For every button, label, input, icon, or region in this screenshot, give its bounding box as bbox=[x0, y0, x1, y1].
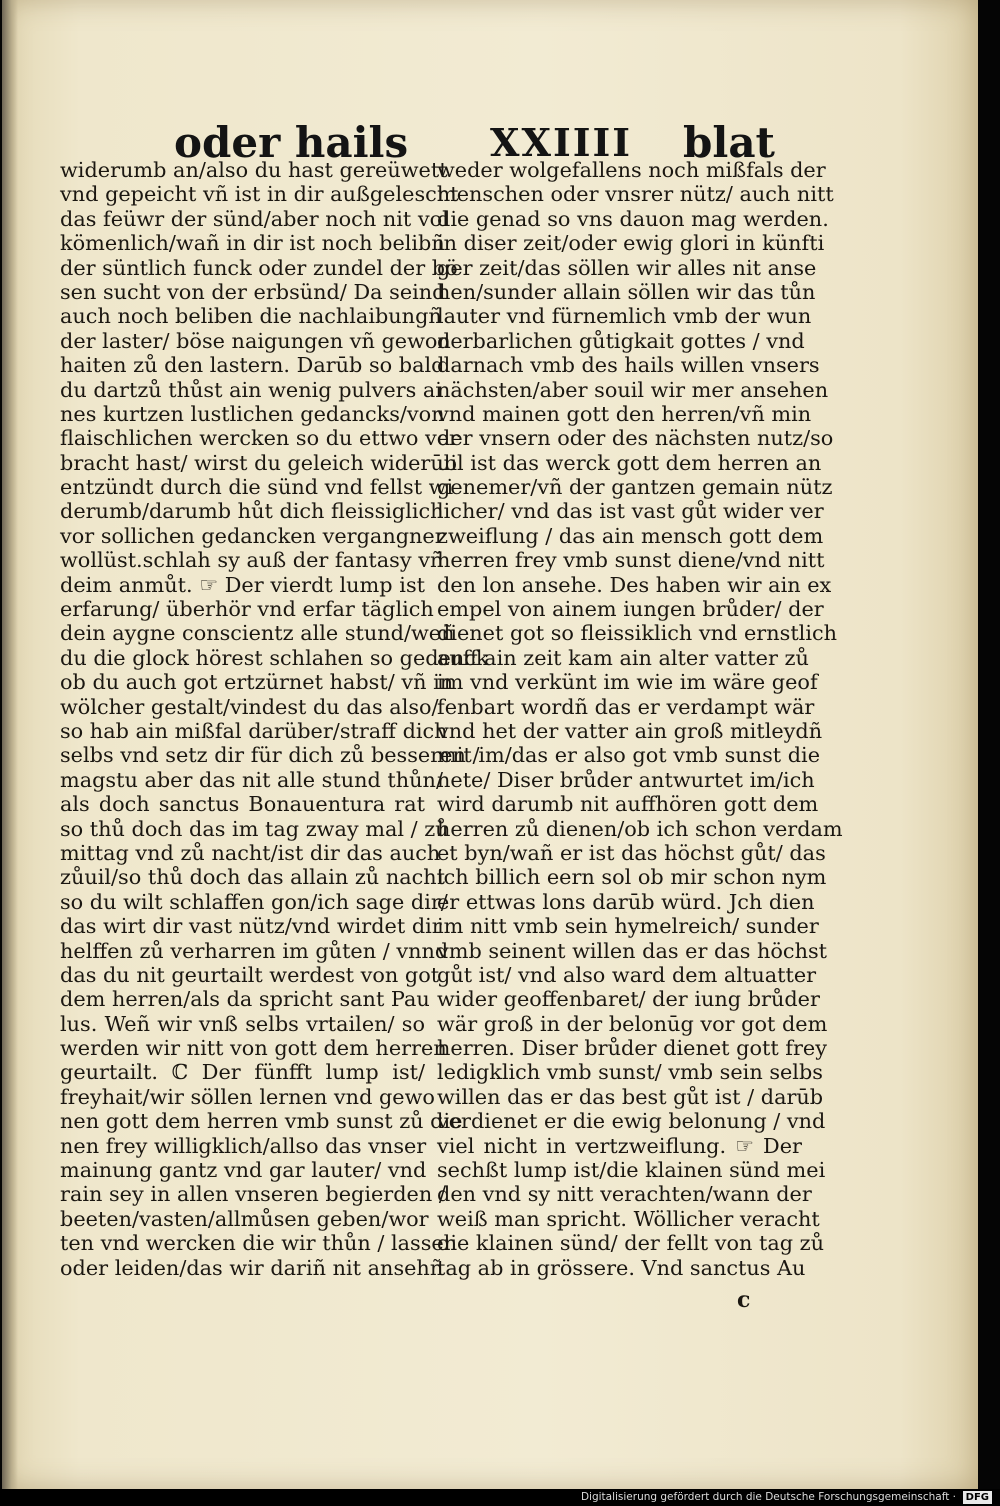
text-line: vnd gepeicht vñ ist in dir außgelescht bbox=[60, 182, 459, 207]
text-line: oder leiden/das wir dariñ nit ansehñ bbox=[60, 1255, 444, 1280]
text-line: bracht hast/ wirst du geleich widerūb bbox=[60, 450, 458, 475]
text-line: die klainen sünd/ der fellt von tag zů bbox=[437, 1231, 825, 1256]
text-line: ger zeit/das söllen wir alles nit anse bbox=[437, 255, 817, 280]
text-line: rain sey in allen vnseren begierden / bbox=[60, 1182, 446, 1207]
text-line: er ettwas lons darūb würd. Jch dien bbox=[437, 889, 815, 914]
text-line: freyhait/wir söllen lernen vnd gewo bbox=[60, 1084, 435, 1109]
text-line: genemer/vñ der gantzen gemain nütz bbox=[437, 475, 833, 500]
dfg-logo: DFG bbox=[963, 1491, 992, 1504]
text-line: du dartzů thůst ain wenig pulvers ai bbox=[60, 377, 442, 402]
text-line: das du nit geurtailt werdest von got bbox=[60, 962, 440, 987]
text-line: du die glock hörest schlahen so gedenck bbox=[60, 645, 489, 670]
text-line: deim anmůt. ☞ Der vierdt lump ist bbox=[60, 572, 425, 597]
header-blat: blat bbox=[683, 118, 775, 167]
text-line: der vnsern oder des nächsten nutz/so bbox=[437, 426, 834, 451]
text-line: gůt ist/ vnd also ward dem altuatter bbox=[437, 962, 817, 987]
text-line: dienet got so fleissiklich vnd ernstlich bbox=[437, 621, 838, 646]
text-line: nete/ Diser brůder antwurtet im/ich bbox=[437, 767, 815, 792]
text-line: wider geoffenbaret/ der iung brůder bbox=[437, 987, 820, 1012]
text-line: willen das er das best gůt ist / darūb bbox=[437, 1084, 824, 1109]
text-line: dem herren/als da spricht sant Pau bbox=[60, 987, 430, 1012]
text-line: verdienet er die ewig belonung / vnd bbox=[437, 1109, 826, 1134]
text-line: erfarung/ überhör vnd erfar täglich bbox=[60, 597, 434, 622]
text-line: der laster/ böse naigungen vñ gewon bbox=[60, 328, 451, 353]
page-gutter-shadow bbox=[2, 0, 18, 1489]
folio-number: XXIIII bbox=[490, 120, 633, 165]
footer-credit: Digitalisierung gefördert durch die Deutsche Forschungsgemeinschaft · bbox=[580, 1491, 956, 1503]
text-line: der süntlich funck oder zundel der bö bbox=[60, 255, 458, 280]
text-line: ten vnd wercken die wir thůn / lassen bbox=[60, 1231, 458, 1256]
text-line: den vnd sy nitt verachten/wann der bbox=[437, 1182, 812, 1207]
text-line: werden wir nitt von gott dem herren bbox=[60, 1036, 447, 1061]
header-title: oder hails bbox=[174, 118, 409, 167]
text-line: wölcher gestalt/vindest du das also/ bbox=[60, 694, 439, 719]
text-line: derbarlichen gůtigkait gottes / vnd bbox=[437, 328, 805, 353]
text-line: geurtailt. ℂ Der fünfft lump ist/ bbox=[60, 1060, 425, 1085]
text-line: lus. Weñ wir vnß selbs vrtailen/ so bbox=[60, 1011, 425, 1036]
text-line: in diser zeit/oder ewig glori in künfti bbox=[437, 231, 825, 256]
left-text-column bbox=[60, 158, 489, 1280]
text-line: weder wolgefallens noch mißfals der bbox=[437, 158, 826, 182]
text-line: weiß man spricht. Wöllicher veracht bbox=[437, 1206, 820, 1231]
text-line: das wirt dir vast nütz/vnd wirdet dir bbox=[60, 914, 442, 939]
text-line: licher/ vnd das ist vast gůt wider ver bbox=[437, 499, 824, 524]
text-line: so du wilt schlaffen gon/ich sage dir/ bbox=[60, 889, 448, 914]
text-line: nächsten/aber souil wir mer ansehen bbox=[437, 377, 829, 402]
text-line: wird darumb nit auffhören gott dem bbox=[437, 792, 819, 817]
text-line: dein aygne conscientz alle stund/weñ bbox=[60, 621, 455, 646]
text-line: herren. Diser brůder dienet gott frey bbox=[437, 1036, 827, 1061]
text-line: ob du auch got ertzürnet habst/ vñ in bbox=[60, 670, 454, 695]
text-line: mittag vnd zů nacht/ist dir das auch bbox=[60, 840, 441, 865]
text-line: im nitt vmb sein hymelreich/ sunder bbox=[437, 914, 819, 939]
text-line: nen frey willigklich/allso das vnser bbox=[60, 1133, 427, 1158]
text-line: lauter vnd fürnemlich vmb der wun bbox=[437, 304, 812, 329]
text-line: tag ab in grössere. Vnd sanctus Au bbox=[437, 1255, 806, 1280]
text-line: empel von ainem iungen brůder/ der bbox=[437, 597, 824, 622]
text-line: sechßt lump ist/die klainen sünd mei bbox=[437, 1158, 826, 1183]
text-line: wollüst.schlah sy auß der fantasy vñ bbox=[60, 548, 444, 573]
text-line: zůuil/so thů doch das allain zů nacht bbox=[60, 865, 446, 890]
footer-bar bbox=[0, 1489, 1000, 1506]
text-line: vnd mainen gott den herren/vñ min bbox=[437, 401, 812, 426]
signature-mark: c bbox=[737, 1287, 751, 1313]
text-line: ich billich eern sol ob mir schon nym bbox=[437, 865, 827, 890]
text-line: herren frey vmb sunst diene/vnd nitt bbox=[437, 548, 825, 573]
text-line: et byn/wañ er ist das höchst gůt/ das bbox=[437, 840, 826, 865]
text-line: vnd het der vatter ain groß mitleydñ bbox=[437, 718, 823, 743]
text-line: so thů doch das im tag zway mal / zů bbox=[60, 816, 449, 841]
text-line: beeten/vasten/allmůsen geben/wor bbox=[60, 1206, 429, 1231]
text-line: den lon ansehe. Des haben wir ain ex bbox=[437, 572, 832, 597]
text-line: ledigklich vmb sunst/ vmb sein selbs bbox=[437, 1060, 823, 1085]
text-line: mainung gantz vnd gar lauter/ vnd bbox=[60, 1158, 427, 1183]
text-line: als doch sanctus Bonauentura rat bbox=[60, 792, 425, 817]
text-line: derumb/darumb hůt dich fleissiglich bbox=[60, 499, 444, 524]
text-line: mit im/das er also got vmb sunst die bbox=[437, 743, 820, 768]
text-line: das feüwr der sünd/aber noch nit vol bbox=[60, 206, 449, 231]
text-line: vor sollichen gedancken vergangner bbox=[60, 523, 445, 548]
text-line: auff ain zeit kam ain alter vatter zů bbox=[437, 645, 809, 670]
text-line: zweiflung / das ain mensch gott dem bbox=[437, 523, 824, 548]
text-line: auch noch beliben die nachlaibungñ bbox=[60, 304, 442, 329]
text-line: nen gott dem herren vmb sunst zů die bbox=[60, 1109, 463, 1134]
text-line: vmb seinent willen das er das höchst bbox=[437, 938, 827, 963]
text-line: sen sucht von der erbsünd/ Da seind bbox=[60, 279, 446, 304]
text-line: darnach vmb des hails willen vnsers bbox=[437, 353, 820, 378]
text-line: kömenlich/wañ in dir ist noch belibñ bbox=[60, 231, 445, 256]
text-line: wär groß in der belonūg vor got dem bbox=[437, 1011, 828, 1036]
text-line: entzündt durch die sünd vnd fellst wi bbox=[60, 475, 454, 500]
text-line: magstu aber das nit alle stund thůn/ bbox=[60, 767, 443, 792]
text-line: die genad so vns dauon mag werden. bbox=[437, 206, 829, 231]
text-line: nes kurtzen lustlichen gedancks/von bbox=[60, 401, 445, 426]
text-line: haiten zů den lastern. Darūb so bald bbox=[60, 353, 445, 378]
text-line: viel nicht in vertzweiflung. ☞ Der bbox=[437, 1133, 802, 1158]
text-line: flaischlichen wercken so du ettwo ver bbox=[60, 426, 459, 451]
text-line: uil ist das werck gott dem herren an bbox=[437, 450, 822, 475]
text-line: im vnd verkünt im wie im wäre geof bbox=[437, 670, 818, 695]
text-line: hen/sunder allain söllen wir das tůn bbox=[437, 279, 816, 304]
text-line: widerumb an/also du hast gereüwett bbox=[60, 158, 448, 182]
text-line: so hab ain mißfal darüber/straff dich bbox=[60, 718, 448, 743]
text-line: fenbart wordñ das er verdampt wär bbox=[437, 694, 815, 719]
text-line: selbs vnd setz dir für dich zů besseren / bbox=[60, 743, 480, 768]
text-line: herren zů dienen/ob ich schon verdam bbox=[437, 816, 843, 841]
text-line: helffen zů verharren im gůten / vnnd bbox=[60, 938, 449, 963]
right-text-column bbox=[437, 158, 843, 1280]
text-line: menschen oder vnsrer nütz/ auch nitt bbox=[437, 182, 834, 207]
